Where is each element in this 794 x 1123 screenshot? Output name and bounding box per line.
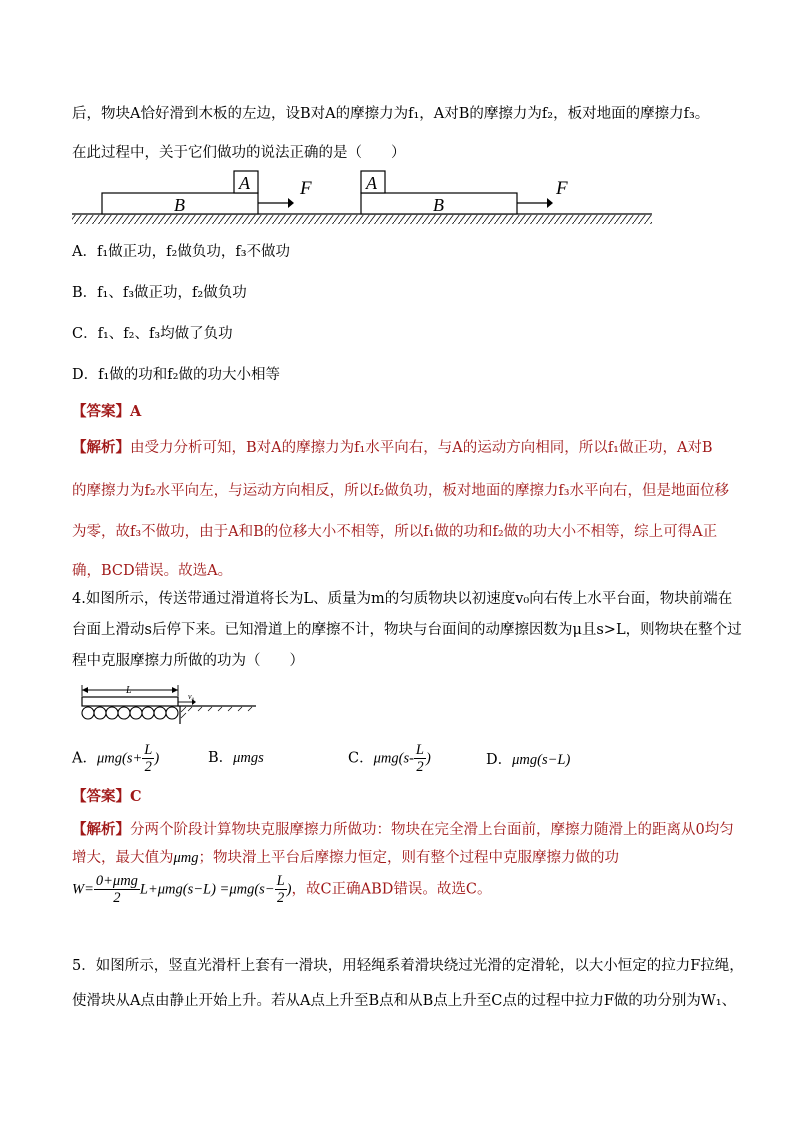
- label-a-right: A: [366, 173, 377, 193]
- q4-option-c-post: ): [426, 750, 431, 767]
- q3-answer: 【答案】A: [72, 403, 142, 420]
- q4-option-c-pre: μmg(s-: [373, 750, 414, 767]
- q4-formula-den: 2: [113, 890, 121, 906]
- q4-option-a-den: 2: [144, 759, 152, 775]
- q4-analysis-line2: [72, 848, 619, 868]
- q4-formula: [72, 873, 491, 919]
- label-f-right: F: [556, 178, 568, 199]
- q4-option-c-den: 2: [416, 759, 424, 775]
- q4-analysis-line1: [72, 820, 734, 840]
- q4-formula-frac1: [94, 873, 140, 906]
- q4-analysis-mumg: μmg: [173, 850, 199, 866]
- q4-formula-w: W=: [72, 881, 94, 898]
- q4-option-a-frac: [142, 742, 154, 775]
- q3-analysis-line4: 确，BCD错误。故选A。: [72, 563, 233, 579]
- q3-option-d: D．f₁做的功和f₂做的功大小相等: [72, 367, 280, 383]
- q3-line2: 在此过程中，关于它们做功的说法正确的是（ ）: [72, 145, 406, 161]
- q3-analysis-line3: 为零，故f₃不做功，由于A和B的位移大小不相等，所以f₁做的功和f₂做的功大小不相等，综上可得A正: [72, 524, 718, 540]
- label-b-left: B: [174, 195, 185, 215]
- q4-option-a-post: ): [154, 750, 160, 767]
- q3-option-a: A．f₁做正功，f₂做负功，f₃不做功: [72, 244, 291, 260]
- q4-option-d-text: μmg(s−L): [512, 752, 571, 768]
- q4-conclusion: ，故C正确ABD错误。故选C。: [291, 881, 492, 898]
- q4-formula-mid: L+μmg(s−L) =μmg(s−: [139, 881, 275, 898]
- q4-answer: 【答案】C: [72, 788, 142, 805]
- q4-option-d: [486, 750, 570, 770]
- q4-line1: 4.如图所示，传送带通过滑道将长为L、质量为m的匀质物块以初速度v₀向右传上水平台面，物块前端在: [72, 591, 733, 607]
- q4-option-c-num: L: [415, 742, 424, 758]
- q4-formula-num: 0+μmg: [95, 873, 138, 889]
- q4-line3: 程中克服摩擦力所做的功为（ ）: [72, 653, 304, 669]
- q5-line1: 5．如图所示，竖直光滑杆上套有一滑块，用轻绳系着滑块绕过光滑的定滑轮，以大小恒定的拉力F拉绳，: [72, 958, 744, 974]
- q3-analysis-label: 【解析】: [72, 439, 130, 456]
- q3-option-c: C．f₁、f₂、f₃均做了负功: [72, 326, 233, 342]
- q4-formula-den2: 2: [277, 890, 285, 906]
- q4-figure: [78, 682, 263, 726]
- q4-line2: 台面上滑动s后停下来。已知滑道上的摩擦不计，物块与台面间的动摩擦因数为μ且s>L，则物块在整个过: [72, 622, 742, 638]
- q3-analysis-line1: [72, 438, 713, 458]
- label-f-left: F: [300, 178, 312, 199]
- q4-option-c-frac: [414, 742, 426, 775]
- q4-option-b-label: B．: [208, 750, 234, 766]
- q3-option-b: B．f₁、f₃做正功，f₂做负功: [72, 285, 247, 301]
- q4-option-c-label: C．: [348, 750, 374, 767]
- q4-formula-frac2: [275, 873, 287, 906]
- q4-analysis-text2c: ；物块滑上平台后摩擦力恒定，则有整个过程中克服摩擦力做的功: [198, 850, 619, 866]
- q3-analysis-line2: 的摩擦力为f₂水平向左，与运动方向相反，所以f₂做负功，板对地面的摩擦力f₃水平向右，但是地面位移: [72, 483, 730, 499]
- q3-line1: 后，物块A恰好滑到木板的左边，设B对A的摩擦力为f₁，A对B的摩擦力为f₂，板对地面的摩擦力f₃。: [72, 106, 710, 122]
- q4-option-a-num: L: [144, 742, 153, 758]
- q4-analysis-label: 【解析】: [72, 821, 130, 838]
- q4-option-d-label: D．: [486, 752, 513, 768]
- label-a-left: A: [239, 173, 250, 193]
- q4-option-a-label: A．: [72, 750, 97, 767]
- label-l: L: [126, 685, 132, 696]
- q4-analysis-text1: 分两个阶段计算物块克服摩擦力所做功：物块在完全滑上台面前，摩擦力随滑上的距离从0均匀: [130, 822, 734, 838]
- q4-option-b: [208, 748, 264, 768]
- q3-analysis-text1: 由受力分析可知，B对A的摩擦力为f₁水平向右，与A的运动方向相同，所以f₁做正功，A对B: [130, 440, 713, 456]
- q3-figure: [70, 166, 660, 228]
- q4-option-c: [348, 742, 431, 786]
- q4-option-a-pre: μmg(s+: [96, 750, 143, 767]
- label-b-right: B: [433, 195, 444, 215]
- q4-option-a: [72, 742, 159, 786]
- q4-formula-num2: L: [276, 873, 285, 889]
- q5-line2: 使滑块从A点由静止开始上升。若从A点上升至B点和从B点上升至C点的过程中拉力F做的功分别为W₁、: [72, 993, 737, 1009]
- label-v0: v₀: [188, 692, 195, 701]
- q4-option-b-text: μmgs: [233, 750, 264, 766]
- q4-formula-end: ): [286, 881, 292, 898]
- q4-analysis-text2a: 增大，最大值为: [72, 850, 174, 866]
